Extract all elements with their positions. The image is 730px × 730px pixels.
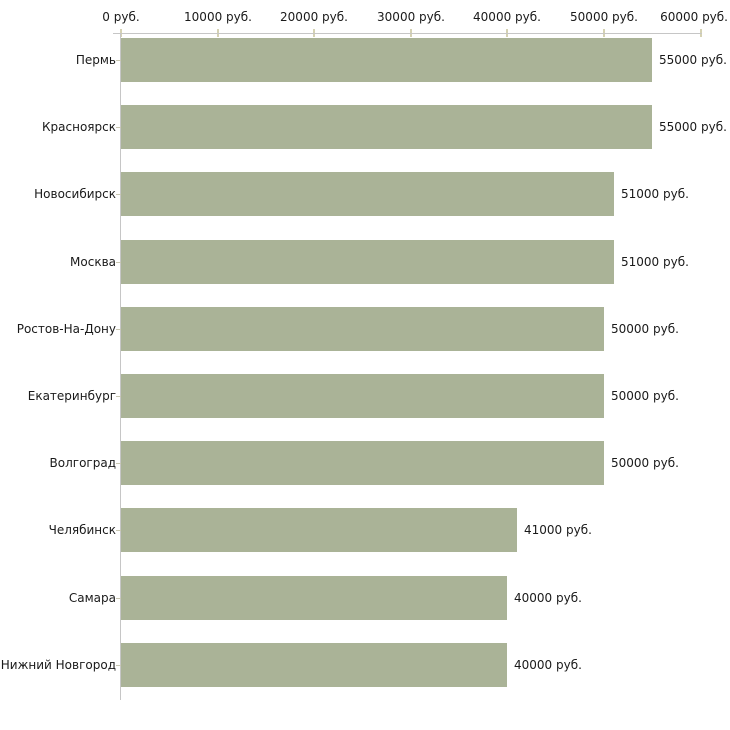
category-label: Новосибирск [34,187,116,201]
value-label: 55000 руб. [659,53,727,67]
category-label: Волгоград [49,456,116,470]
bar-row [0,240,730,284]
x-tick-label: 30000 руб. [377,10,445,24]
bar-row [0,508,730,552]
category-label: Екатеринбург [27,389,116,403]
category-label: Челябинск [48,523,116,537]
x-tick-label: 50000 руб. [570,10,638,24]
bar-row [0,307,730,351]
bar-row [0,643,730,687]
bar [121,307,604,351]
x-tick-label: 40000 руб. [473,10,541,24]
bar [121,643,507,687]
x-tick-label: 10000 руб. [184,10,252,24]
value-label: 50000 руб. [611,389,679,403]
category-label: Москва [70,255,116,269]
bar-row [0,105,730,149]
bar-row [0,38,730,82]
bar [121,576,507,620]
category-label: Нижний Новгород [0,658,116,672]
bar [121,508,517,552]
bar [121,172,614,216]
value-label: 55000 руб. [659,120,727,134]
bar-row [0,374,730,418]
bar-row [0,441,730,485]
value-label: 50000 руб. [611,456,679,470]
value-label: 40000 руб. [514,658,582,672]
x-tick-label: 0 руб. [102,10,140,24]
x-tick-label: 20000 руб. [280,10,348,24]
x-tick-label: 60000 руб. [660,10,728,24]
bar [121,441,604,485]
value-label: 41000 руб. [524,523,592,537]
bar [121,38,652,82]
bar [121,105,652,149]
category-label: Самара [68,591,116,605]
bar [121,374,604,418]
category-label: Пермь [75,53,116,67]
value-label: 50000 руб. [611,322,679,336]
value-label: 51000 руб. [621,187,689,201]
bar [121,240,614,284]
value-label: 51000 руб. [621,255,689,269]
bar-row [0,172,730,216]
x-axis-line [113,33,702,34]
bar-row [0,576,730,620]
category-label: Ростов-На-Дону [16,322,116,336]
category-label: Красноярск [42,120,116,134]
value-label: 40000 руб. [514,591,582,605]
